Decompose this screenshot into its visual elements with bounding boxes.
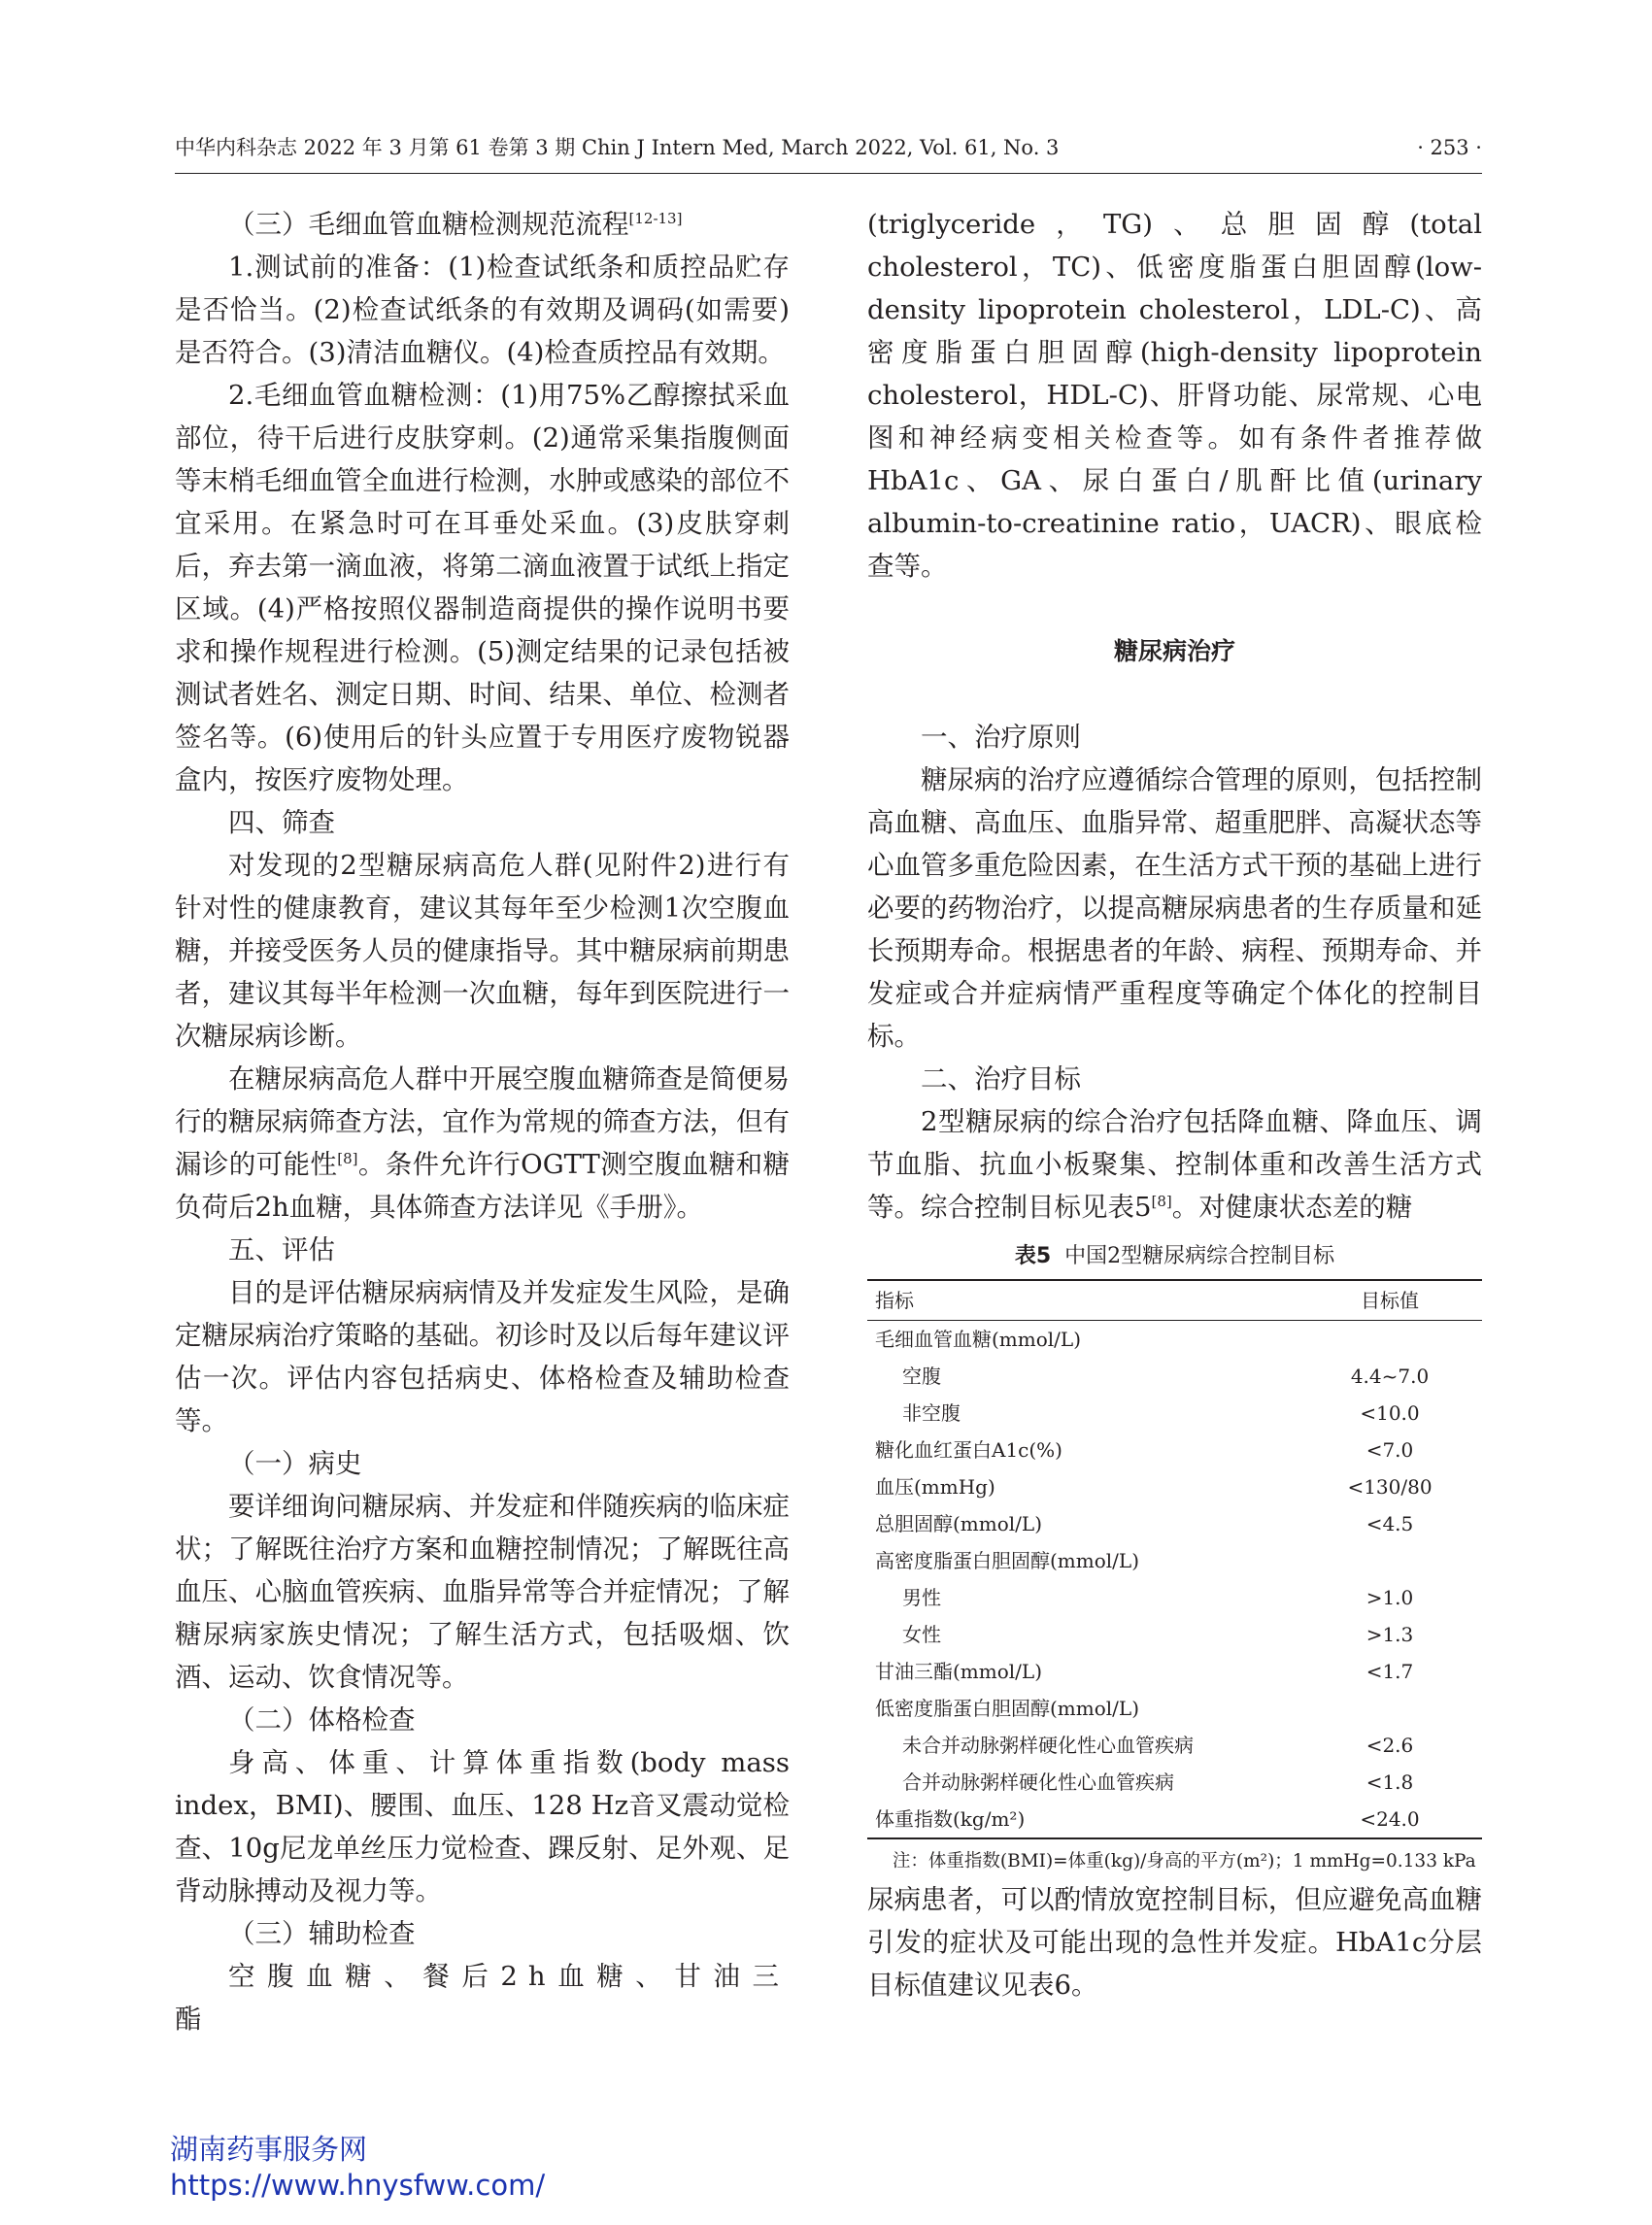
indicator-cell: 空腹 xyxy=(902,1365,941,1388)
indicator-cell: 毛细血管血糖(mmol/L) xyxy=(875,1328,1081,1351)
column-header-target: 目标值 xyxy=(1290,1280,1482,1321)
heading-treatment-principle: 一、治疗原则 xyxy=(921,722,1081,753)
watermark-url: https://www.hnysfww.com/ xyxy=(170,2169,546,2202)
table-row xyxy=(867,1505,1482,1542)
table-label: 表5 xyxy=(1014,1244,1052,1268)
indicator-cell: 总胆固醇(mmol/L) xyxy=(875,1512,1042,1535)
citation-ref: [12-13] xyxy=(628,210,683,227)
website-watermark xyxy=(170,2132,545,2204)
indicator-cell: 未合并动脉粥样硬化性心血管疾病 xyxy=(902,1734,1194,1757)
target-value-cell: <10.0 xyxy=(1360,1401,1420,1425)
table-row xyxy=(867,1321,1482,1359)
indicator-cell: 血压(mmHg) xyxy=(875,1475,995,1499)
table-row xyxy=(867,1690,1482,1727)
indicator-cell: 非空腹 xyxy=(902,1401,961,1425)
table-row xyxy=(867,1727,1482,1764)
table-row xyxy=(867,1542,1482,1579)
indicator-cell: 男性 xyxy=(902,1586,941,1609)
paragraph-history: 要详细询问糖尿病、并发症和伴随疾病的临床症状；了解既往治疗方案和血糖控制情况；了解既往高血压、心脑血管疾病、血脂异常等合并症情况；了解糖尿病家族史情况；了解生活方式，包括吸烟、饮酒、运动、饮食情况等。 xyxy=(175,1491,790,1693)
target-value-cell: <4.5 xyxy=(1365,1512,1414,1535)
indicator-cell: 甘油三酯(mmol/L) xyxy=(875,1660,1042,1683)
heading-auxiliary-exam: （三）辅助检查 xyxy=(228,1918,416,1949)
table-row xyxy=(867,1395,1482,1432)
target-value-cell: <7.0 xyxy=(1365,1438,1414,1462)
journal-citation: 中华内科杂志 2022 年 3 月第 61 卷第 3 期 Chin J Intern Med, March 2022, Vol. 61, No. 3 xyxy=(175,136,1060,159)
paragraph-treatment-principle: 糖尿病的治疗应遵循综合管理的原则，包括控制高血糖、高血压、血脂异常、超重肥胖、高凝状态等心血管多重危险因素，在生活方式干预的基础上进行必要的药物治疗，以提高糖尿病患者的生存质量和延长预期寿命。根据患者的年龄、病程、预期寿命、并发症或合并症病情严重程度等确定个体化的控制目标。 xyxy=(867,764,1482,1052)
indicator-cell: 女性 xyxy=(902,1623,941,1646)
heading-treatment-goal: 二、治疗目标 xyxy=(921,1063,1081,1095)
heading-physical-exam: （二）体格检查 xyxy=(228,1704,416,1736)
table-row xyxy=(867,1432,1482,1468)
table-caption xyxy=(867,1240,1482,1273)
indicator-cell: 合并动脉粥样硬化性心血管疾病 xyxy=(902,1770,1174,1794)
heading-history: （一）病史 xyxy=(228,1448,362,1479)
left-column xyxy=(175,203,790,2040)
table-row xyxy=(867,1616,1482,1653)
target-value-cell: >1.0 xyxy=(1365,1586,1414,1609)
target-value-cell: <130/80 xyxy=(1347,1475,1433,1499)
paragraph-auxiliary-start: 空腹血糖、餐后2h血糖、甘油三酯 xyxy=(175,1961,790,2035)
indicator-cell: 低密度脂蛋白胆固醇(mmol/L) xyxy=(875,1697,1139,1720)
column-header-indicator: 指标 xyxy=(867,1280,1290,1321)
page-number: · 253 · xyxy=(1417,136,1482,159)
citation-ref: [8] xyxy=(337,1150,358,1167)
target-value-cell: <24.0 xyxy=(1290,1801,1482,1838)
table-row xyxy=(867,1358,1482,1395)
paragraph-treatment-goal: 2型糖尿病的综合治疗包括降血糖、降血压、调节血脂、抗血小板聚集、控制体重和改善生活方式等。综合控制目标见表5[8]。对健康状态差的糖 xyxy=(867,1106,1482,1223)
table-header-row xyxy=(867,1280,1482,1321)
table-row xyxy=(867,1764,1482,1801)
paragraph-physical-exam: 身高、体重、计算体重指数(body mass index，BMI)、腰围、血压、128 Hz音叉震动觉检查、10g尼龙单丝压力觉检查、踝反射、足外观、足背动脉搏动及视力等。 xyxy=(175,1747,790,1906)
paragraph-high-risk: 对发现的2型糖尿病高危人群(见附件2)进行有针对性的健康教育，建议其每年至少检测1次空腹血糖，并接受医务人员的健康指导。其中糖尿病前期患者，建议其每半年检测一次血糖，每年到医院进行一次糖尿病诊断。 xyxy=(175,850,790,1052)
table-footnote: 注：体重指数(BMI)=体重(kg)/身高的平方(m²)；1 mmHg=0.133 kPa xyxy=(892,1851,1476,1871)
right-column xyxy=(867,203,1482,2006)
watermark-site-name: 湖南药事服务网 xyxy=(170,2133,368,2166)
heading-screening: 四、筛查 xyxy=(228,807,335,838)
target-value-cell: <2.6 xyxy=(1365,1734,1414,1757)
target-value-cell: 4.4~7.0 xyxy=(1350,1365,1430,1388)
indicator-cell: 高密度脂蛋白胆固醇(mmol/L) xyxy=(875,1549,1139,1572)
target-value-cell: <1.7 xyxy=(1365,1660,1414,1683)
table-title: 中国2型糖尿病综合控制目标 xyxy=(1064,1244,1335,1268)
paragraph-auxiliary-continued: (triglyceride，TG)、总胆固醇(total cholesterol，TC)、低密度脂蛋白胆固醇(low-density lipoprotein cholesterol，LDL-C)、高密度脂蛋白胆固醇(high-density lipoprotein cholesterol，HDL-C)、肝肾功能、尿常规、心电图和神经病变相关检查等。如有条件者推荐做HbA1c、GA、尿白蛋白/肌酐比值(urinary albumin-to-creatinine ratio，UACR)、眼底检查等。 xyxy=(867,209,1482,582)
target-value-cell: >1.3 xyxy=(1365,1623,1414,1646)
heading-capillary-procedure: （三）毛细血管血糖检测规范流程[12-13] xyxy=(228,209,683,240)
target-value-cell: <1.8 xyxy=(1365,1770,1414,1794)
paragraph-assessment: 目的是评估糖尿病病情及并发症发生风险，是确定糖尿病治疗策略的基础。初诊时及以后每年建议评估一次。评估内容包括病史、体格检查及辅助检查等。 xyxy=(175,1277,790,1436)
paragraph-relaxed-targets: 尿病患者，可以酌情放宽控制目标，但应避免高血糖引发的症状及可能出现的急性并发症。HbA1c分层目标值建议见表6。 xyxy=(867,1884,1482,2001)
section-title-treatment: 糖尿病治疗 xyxy=(1113,637,1235,665)
paragraph-capillary-test: 2.毛细血管血糖检测：(1)用75%乙醇擦拭采血部位，待干后进行皮肤穿刺。(2)通常采集指腹侧面等末梢毛细血管全血进行检测，水肿或感染的部位不宜采用。在紧急时可在耳垂处采血。(3)皮肤穿刺后，弃去第一滴血液，将第二滴血液置于试纸上指定区域。(4)严格按照仪器制造商提供的操作说明书要求和操作规程进行检测。(5)测定结果的记录包括被测试者姓名、测定日期、时间、结果、单位、检测者签名等。(6)使用后的针头应置于专用医疗废物锐器盒内，按医疗废物处理。 xyxy=(175,380,790,795)
indicator-cell: 糖化血红蛋白A1c(%) xyxy=(875,1438,1062,1462)
target-value-cell xyxy=(1290,1542,1482,1579)
paragraph-preparation: 1.测试前的准备：(1)检查试纸条和质控品贮存是否恰当。(2)检查试纸条的有效期及调码(如需要)是否符合。(3)清洁血糖仪。(4)检查质控品有效期。 xyxy=(175,252,790,368)
paragraph-fasting-screening: 在糖尿病高危人群中开展空腹血糖筛查是简便易行的糖尿病筛查方法，宜作为常规的筛查方法，但有漏诊的可能性[8]。条件允许行OGTT测空腹血糖和糖负荷后2h血糖，具体筛查方法详见《手册》。 xyxy=(175,1063,790,1223)
target-value-cell xyxy=(1290,1690,1482,1727)
target-value-cell xyxy=(1290,1321,1482,1359)
table-row xyxy=(867,1468,1482,1505)
control-targets-table xyxy=(867,1279,1482,1839)
heading-assessment: 五、评估 xyxy=(228,1234,335,1265)
table-row xyxy=(867,1579,1482,1616)
indicator-cell: 体重指数(kg/m²) xyxy=(867,1801,1290,1838)
table-row xyxy=(867,1653,1482,1690)
table-row xyxy=(867,1801,1482,1838)
citation-ref: [8] xyxy=(1151,1193,1172,1210)
header-rule xyxy=(175,173,1482,174)
